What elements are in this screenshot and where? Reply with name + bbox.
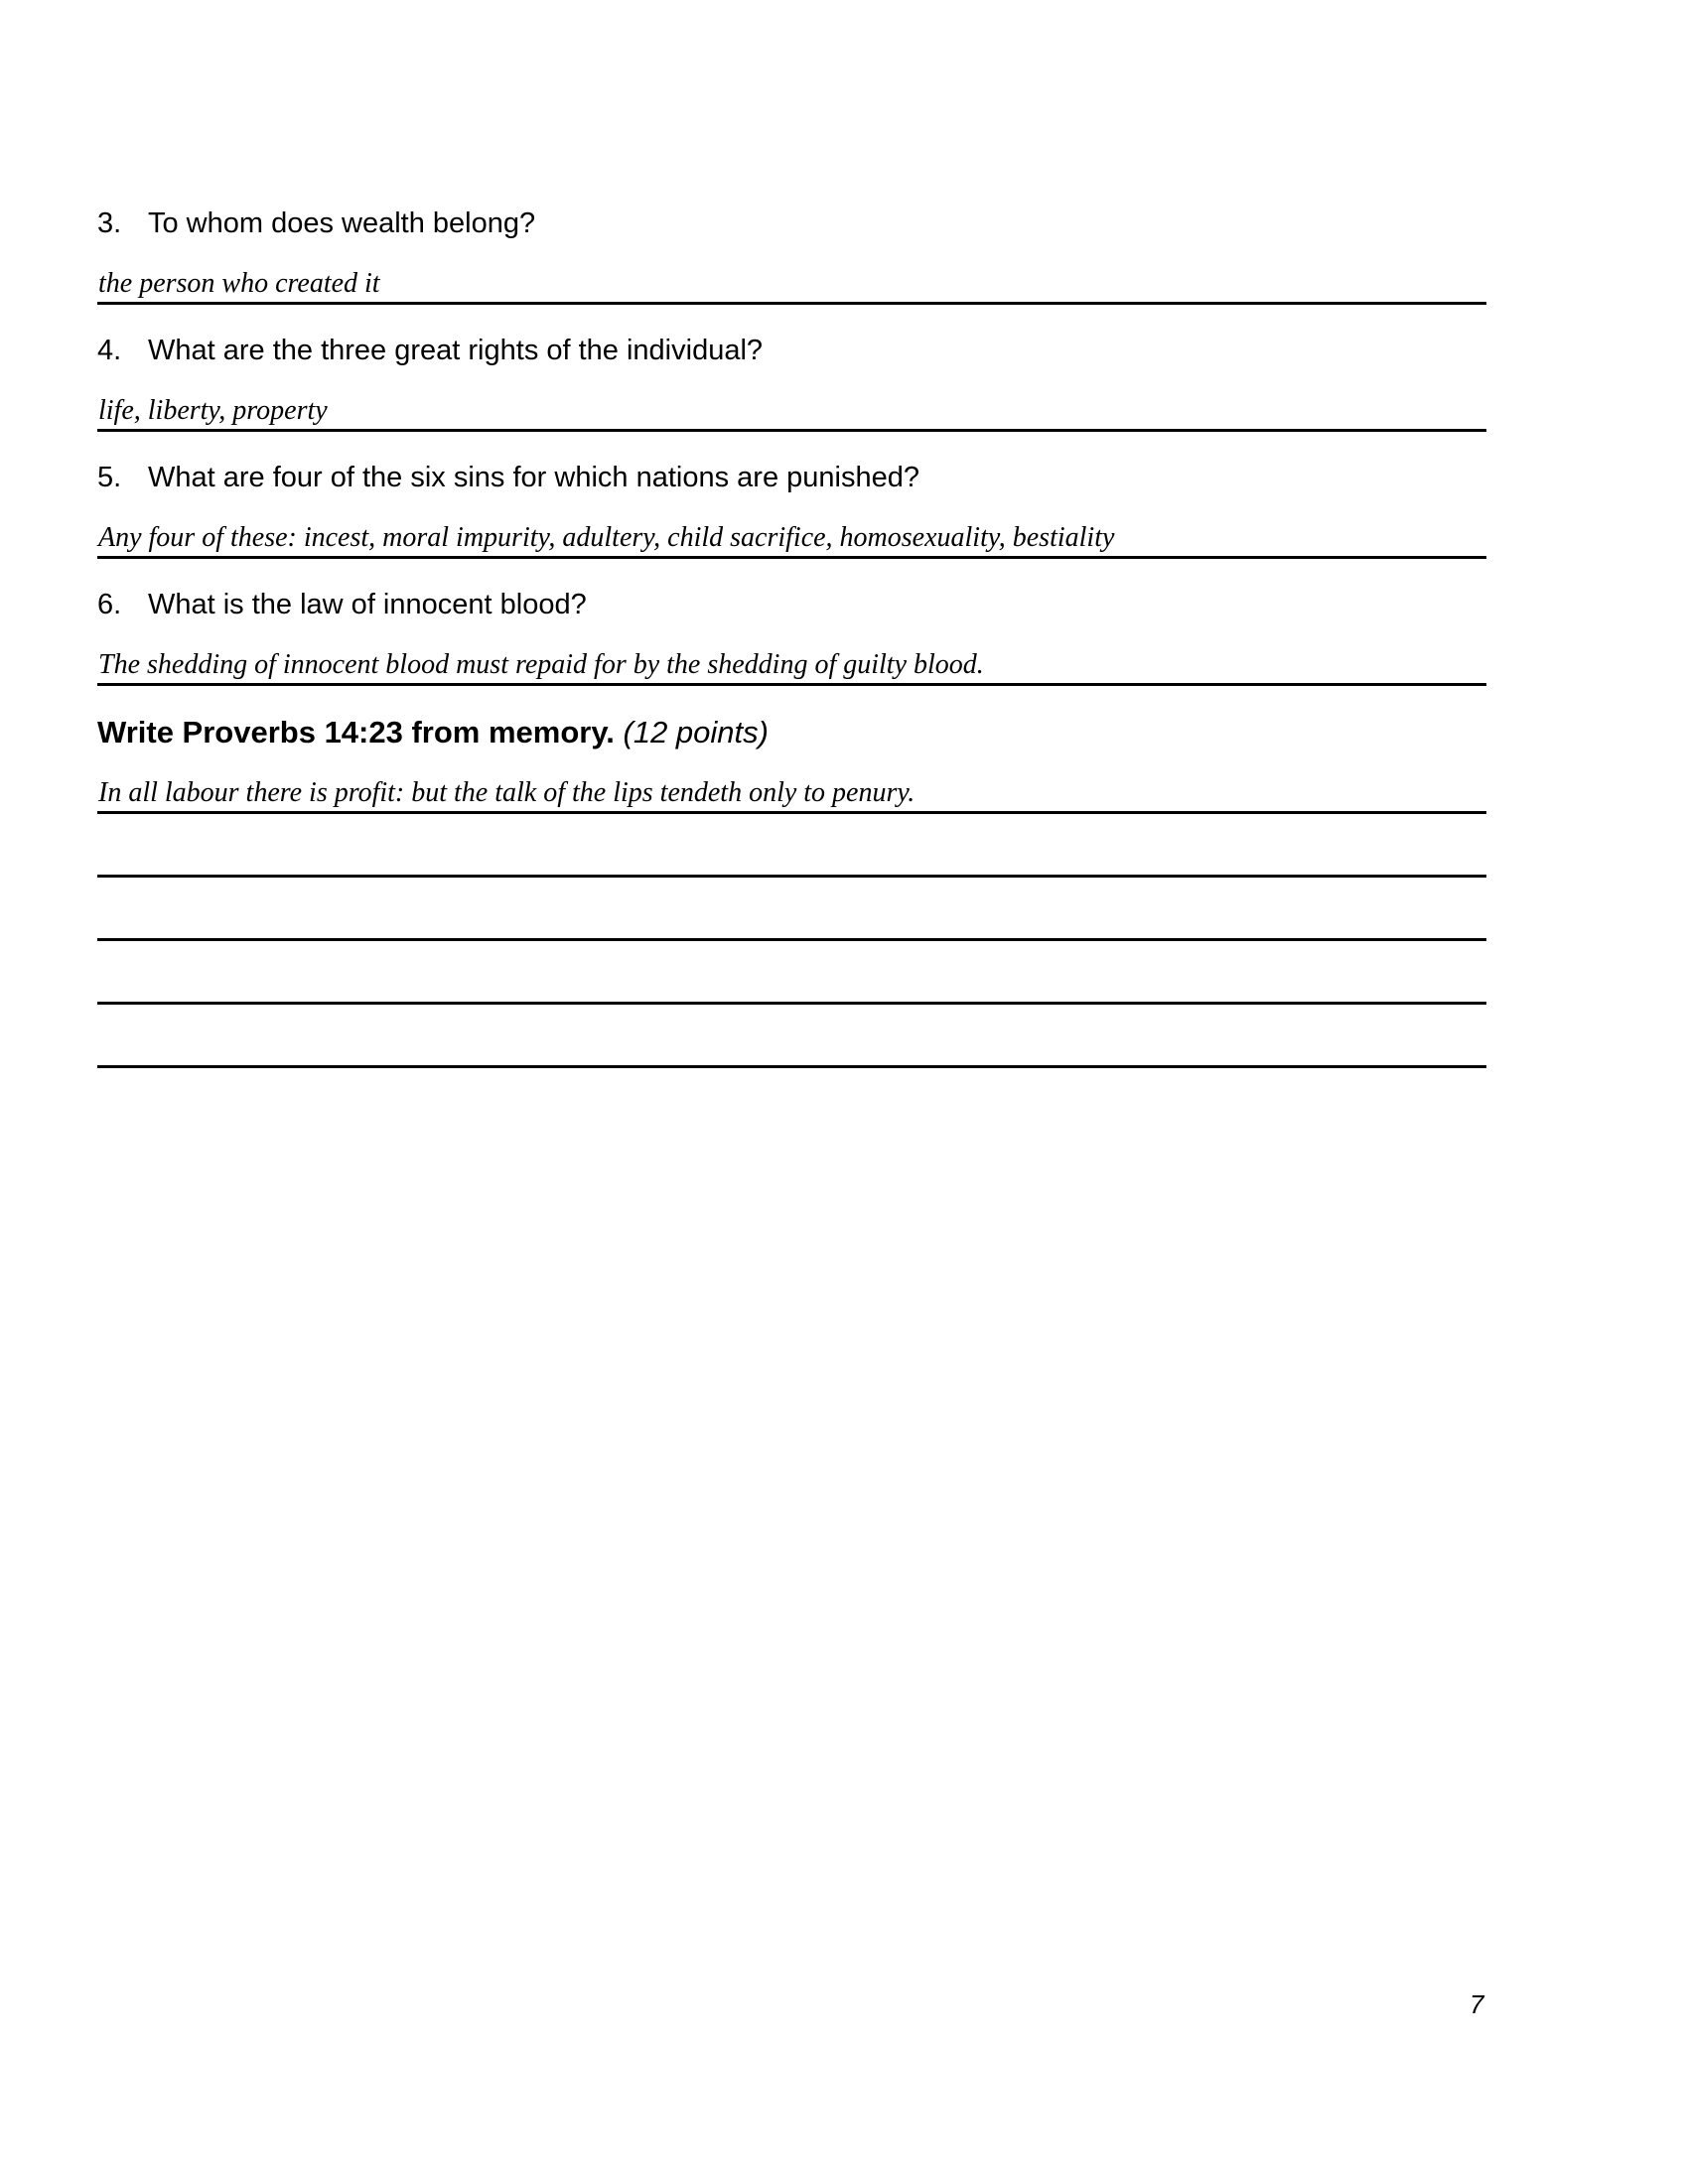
question-text: What is the law of innocent blood? (148, 589, 587, 620)
answer-text: the person who created it (98, 268, 380, 299)
answer-line-6[interactable] (97, 649, 1486, 686)
blank-writing-line[interactable] (97, 938, 1486, 941)
answer-line-5[interactable] (97, 522, 1486, 559)
question-text: What are the three great rights of the individual? (148, 335, 764, 366)
question-3 (97, 206, 535, 240)
memory-answer-text: In all labour there is profit: but the talk of the lips tendeth only to penury. (98, 777, 915, 808)
blank-writing-line[interactable] (97, 1065, 1486, 1068)
answer-line-4[interactable] (97, 395, 1486, 432)
question-text: What are four of the six sins for which nations are punished? (148, 462, 919, 493)
answer-line-3[interactable] (97, 268, 1486, 305)
answer-text: Any four of these: incest, moral impurity, adultery, child sacrifice, homosexuality, bestiality (98, 522, 1115, 553)
page-number: 7 (1470, 1989, 1484, 2019)
blank-writing-line[interactable] (97, 1002, 1486, 1005)
question-text: To whom does wealth belong? (148, 207, 536, 239)
question-number: 3. (97, 207, 122, 239)
points-value: (12 points) (623, 715, 769, 750)
blank-writing-line[interactable] (97, 875, 1486, 878)
question-4 (97, 334, 763, 367)
answer-text: life, liberty, property (98, 395, 328, 426)
memory-section-title (97, 715, 769, 751)
question-number: 4. (97, 335, 122, 366)
memory-section-heading: Write Proverbs 14:23 from memory. (97, 715, 615, 750)
question-5 (97, 461, 919, 494)
question-6 (97, 588, 587, 621)
question-number: 6. (97, 589, 122, 620)
answer-text: The shedding of innocent blood must repaid for by the shedding of guilty blood. (98, 649, 984, 680)
question-number: 5. (97, 462, 122, 493)
memory-answer-line[interactable] (97, 777, 1486, 814)
